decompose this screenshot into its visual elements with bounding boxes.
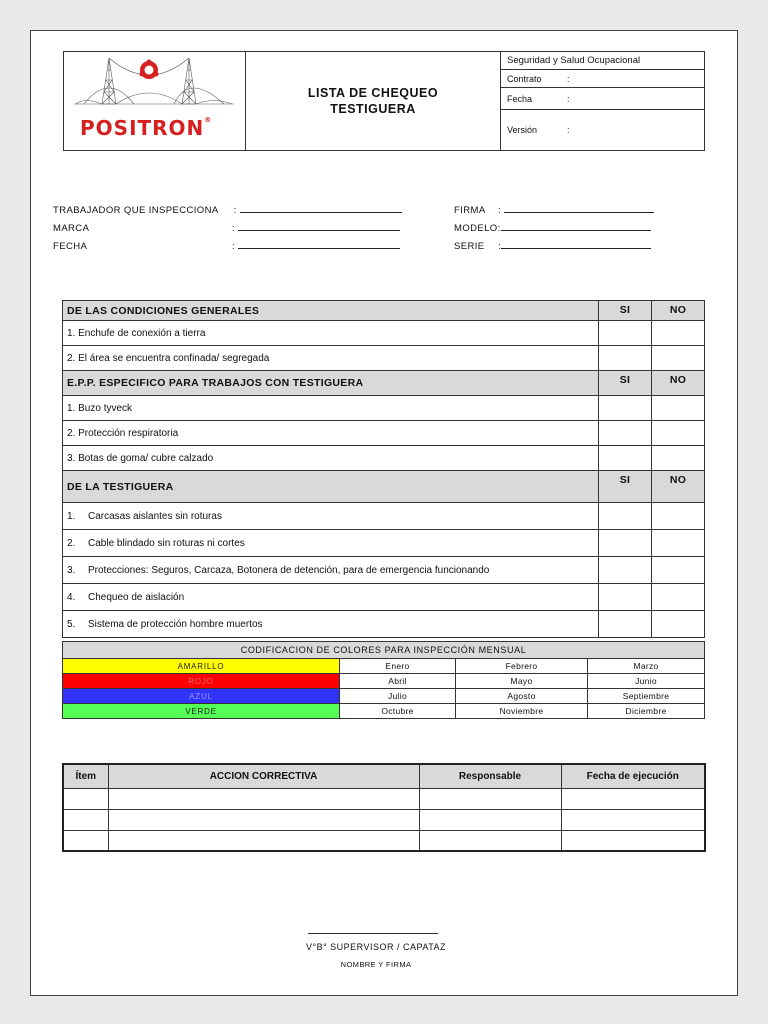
si-cell[interactable] bbox=[599, 421, 652, 446]
no-cell[interactable] bbox=[652, 421, 705, 446]
name-and-signature-label: NOMBRE Y FIRMA bbox=[340, 960, 412, 969]
si-header: SI bbox=[599, 471, 652, 503]
no-cell[interactable] bbox=[652, 530, 705, 557]
firma-field[interactable]: FIRMA : bbox=[454, 203, 654, 216]
trabajador-field[interactable]: TRABAJADOR QUE INSPECCIONA : bbox=[53, 203, 402, 216]
si-cell[interactable] bbox=[599, 503, 652, 530]
checklist-row: 1. Carcasas aislantes sin roturas bbox=[63, 503, 705, 530]
section-header: DE LAS CONDICIONES GENERALES SI NO bbox=[63, 301, 705, 321]
no-cell[interactable] bbox=[652, 446, 705, 471]
no-cell[interactable] bbox=[652, 557, 705, 584]
color-swatch-verde: VERDE bbox=[63, 704, 340, 719]
header-info-block bbox=[501, 52, 706, 150]
si-header: SI bbox=[599, 301, 652, 321]
si-cell[interactable] bbox=[599, 346, 652, 371]
si-cell[interactable] bbox=[599, 396, 652, 421]
checklist-row: 1. Buzo tyveck bbox=[63, 396, 705, 421]
brand-name: POSITRON® bbox=[80, 116, 213, 140]
title-line-2: TESTIGUERA bbox=[330, 102, 416, 116]
checklist-row: 2. Cable blindado sin roturas ni cortes bbox=[63, 530, 705, 557]
color-swatch-azul: AZUL bbox=[63, 689, 340, 704]
checklist-row: 3. Botas de goma/ cubre calzado bbox=[63, 446, 705, 471]
color-row-rojo: ROJO Abril Mayo Junio bbox=[63, 674, 705, 689]
color-codification-table bbox=[62, 641, 705, 719]
si-cell[interactable] bbox=[599, 321, 652, 346]
serie-field[interactable]: SERIE : bbox=[454, 239, 651, 252]
color-swatch-rojo: ROJO bbox=[63, 674, 340, 689]
checklist-table bbox=[62, 300, 705, 638]
corrective-action-row[interactable] bbox=[63, 788, 705, 809]
modelo-field[interactable]: MODELO: bbox=[454, 221, 651, 234]
section-header: E.P.P. ESPECIFICO PARA TRABAJOS CON TESTIGUERA SI NO bbox=[63, 371, 705, 396]
version-row: Versión : bbox=[507, 125, 570, 135]
checklist-row: 2. El área se encuentra confinada/ segregada bbox=[63, 346, 705, 371]
corrective-action-header: Ítem ACCION CORRECTIVA Responsable Fecha de ejecución bbox=[63, 764, 705, 788]
checklist-row: 5. Sistema de protección hombre muertos bbox=[63, 611, 705, 638]
no-cell[interactable] bbox=[652, 396, 705, 421]
corrective-action-row[interactable] bbox=[63, 830, 705, 851]
signature-line[interactable] bbox=[308, 933, 438, 934]
document-header bbox=[63, 51, 705, 151]
si-cell[interactable] bbox=[599, 557, 652, 584]
supervisor-signature-label: V°B° SUPERVISOR / CAPATAZ bbox=[305, 942, 447, 952]
codification-title-row: CODIFICACION DE COLORES PARA INSPECCIÓN MENSUAL bbox=[63, 642, 705, 659]
no-cell[interactable] bbox=[652, 503, 705, 530]
no-header: NO bbox=[652, 301, 705, 321]
no-header: NO bbox=[652, 371, 705, 396]
color-row-amarillo: AMARILLO Enero Febrero Marzo bbox=[63, 659, 705, 674]
title-line-1: LISTA DE CHEQUEO bbox=[307, 86, 439, 100]
color-row-azul: AZUL Julio Agosto Septiembre bbox=[63, 689, 705, 704]
section-header: DE LA TESTIGUERA SI NO bbox=[63, 471, 705, 503]
checklist-row: 2. Protección respiratoria bbox=[63, 421, 705, 446]
company-logo bbox=[64, 52, 246, 150]
si-cell[interactable] bbox=[599, 584, 652, 611]
document-title bbox=[246, 52, 501, 150]
color-swatch-amarillo: AMARILLO bbox=[63, 659, 340, 674]
no-cell[interactable] bbox=[652, 321, 705, 346]
checklist-row: 3. Protecciones: Seguros, Carcaza, Botonera de detención, para de emergencia funcionando bbox=[63, 557, 705, 584]
no-header: NO bbox=[652, 471, 705, 503]
fecha-field[interactable]: FECHA : bbox=[53, 239, 400, 252]
si-header: SI bbox=[599, 371, 652, 396]
no-cell[interactable] bbox=[652, 346, 705, 371]
color-row-verde: VERDE Octubre Noviembre Diciembre bbox=[63, 704, 705, 719]
checklist-row: 1. Enchufe de conexión a tierra bbox=[63, 321, 705, 346]
checklist-row: 4. Chequeo de aislación bbox=[63, 584, 705, 611]
contrato-row: Contrato : bbox=[501, 70, 705, 88]
si-cell[interactable] bbox=[599, 446, 652, 471]
corrective-action-row[interactable] bbox=[63, 809, 705, 830]
fecha-row: Fecha : bbox=[501, 88, 705, 110]
no-cell[interactable] bbox=[652, 611, 705, 638]
org-name-row: Seguridad y Salud Ocupacional bbox=[501, 52, 705, 70]
marca-field[interactable]: MARCA : bbox=[53, 221, 400, 234]
si-cell[interactable] bbox=[599, 530, 652, 557]
no-cell[interactable] bbox=[652, 584, 705, 611]
corrective-action-table bbox=[62, 763, 706, 852]
si-cell[interactable] bbox=[599, 611, 652, 638]
document-page bbox=[30, 30, 738, 996]
